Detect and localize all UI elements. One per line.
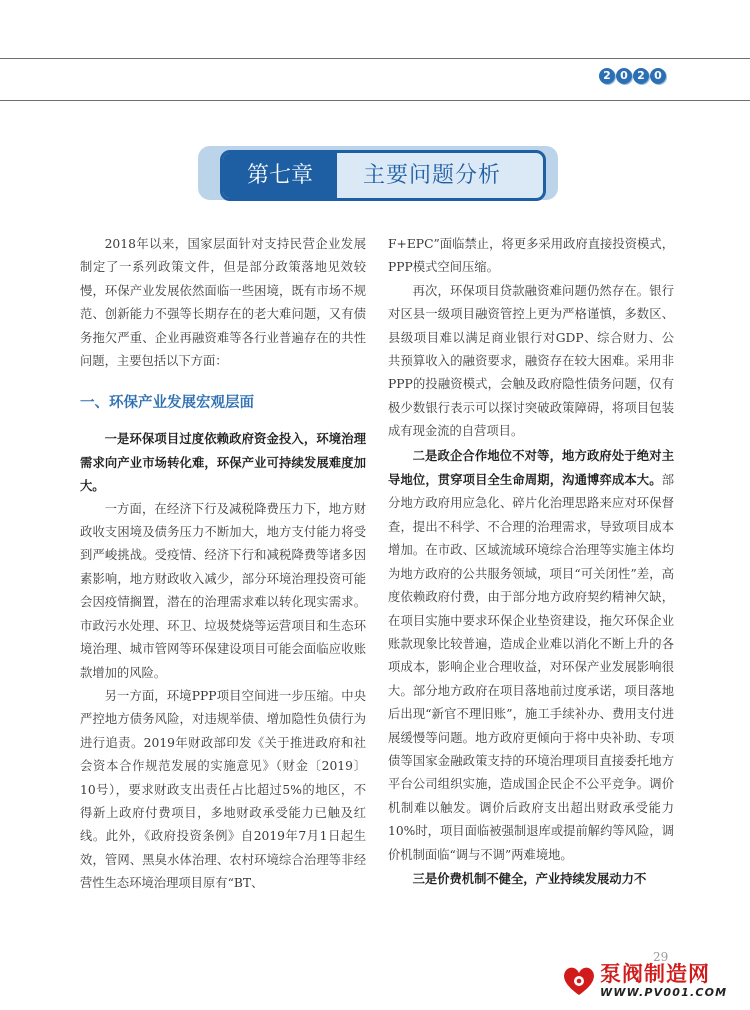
chapter-banner (220, 150, 546, 201)
heart-logo-icon (562, 966, 596, 996)
year-badge (599, 68, 666, 84)
year-digit: 0 (616, 68, 632, 84)
intro-paragraph: 2018年以来，国家层面针对支持民营企业发展制定了一系列政策文件，但是部分政策落地见效较慢，环保产业发展依然面临一些困境，既有市场不规范、创新能力不强等长期存在的老大难问题，又有债务拖欠严重、企业再融资难等各行业普遍存在的共性问题，主要包括以下方面： (80, 237, 366, 369)
point-paragraph (388, 444, 674, 867)
point-heading: 三是价费机制不健全，产业持续发展动力不 (412, 870, 647, 886)
point-body: 部分地方政府用应急化、碎片化治理思路来应对环保督查，提出不科学、不合理的治理需求，导致项目成本增加。在市政、区域流域环境综合治理等实施主体均为地方政府的公共服务领域，项目“可关闭性”差，高度依赖政府付费，由于部分地方政府契约精神欠缺，在项目实施中要求环保企业垫资建设，拖欠环保企业账款现象比较普遍，造成企业难以消化不断上升的各项成本，影响企业合理收益，对环保产业发展影响很大。部分地方政府在项目落地前过度承诺，项目落地后出现“新官不理旧账”，施工手续补办、费用支付进展缓慢等问题。地方政府更倾向于将中央补助、专项债等国家金融政策支持的环境治理项目直接委托地方平台公司组织实施，造成国企民企不公平竞争。调价机制难以触发。调价后政府支出超出财政承受能力10%时，项目面临被强制退库或提前解约等风险，调价机制面临“调与不调”两难境地。 (388, 473, 674, 862)
body-paragraph: F+EPC”面临禁止，将更多采用政府直接投资模式，PPP模式空间压缩。 (388, 237, 674, 275)
point-heading: 二是政企合作地位不对等，地方政府处于绝对主导地位，贯穿项目全生命周期，沟通博弈成本大。 (388, 447, 674, 488)
point-heading: 一是环保项目过度依赖政府资金投入，环境治理需求向产业市场转化难，环保产业可持续发展难度加大。 (80, 431, 366, 494)
watermark-url: WWW.PV001.COM (600, 986, 728, 999)
page-number: 29 (653, 950, 669, 964)
year-digit: 0 (650, 68, 666, 84)
left-column (80, 233, 366, 896)
body-paragraph: 另一方面，环境PPP项目空间进一步压缩。中央严控地方债务风险，对违规举债、增加隐性负债行为进行追责。2019年财政部印发《关于推进政府和社会资本合作规范发展的实施意见》（财金〔2019〕10号），要求财政支出责任占比超过5%的地区，不得新上政府付费项目，多地财政承受能力已触及红线。此外，《政府投资条例》自2019年7月1日起生效，管网、黑臭水体治理、农村环境综合治理等非经营性生态环境治理项目原有“BT、 (80, 688, 366, 891)
body-paragraph: 一方面，在经济下行及减税降费压力下，地方财政收支困境及债务压力不断加大，地方支付能力将受到严峻挑战。受疫情、经济下行和减税降费等诸多因素影响，地方财政收入减少，部分环境治理投资可能会因疫情搁置，潜在的治理需求难以转化现实需求。市政污水处理、环卫、垃圾焚烧等运营项目和生态环境治理、城市管网等环保建设项目可能会面临应收账款增加的风险。 (80, 501, 366, 680)
chapter-title: 主要问题分析 (363, 163, 502, 188)
watermark-brand: 泵阀制造网 (600, 962, 710, 986)
section-heading: 一、环保产业发展宏观层面 (80, 395, 254, 412)
body-paragraph: 再次，环保项目贷款融资难问题仍然存在。银行对区县一级项目融资管控上更为严格谨慎，多数区、县级项目难以满足商业银行对GDP、综合财力、公共预算收入的融资要求，融资存在较大困难。采用非PPP的投融资模式，会触及政府隐性债务问题，仅有极少数银行表示可以探讨突破政策障碍，将项目包装成有现金流的自营项目。 (388, 283, 674, 439)
header-rule-bottom (0, 100, 750, 101)
year-digit: 2 (599, 68, 615, 84)
watermark (562, 958, 742, 1004)
header-rule-top (0, 58, 750, 59)
right-column (388, 233, 674, 890)
chapter-number: 第七章 (223, 153, 337, 198)
year-digit: 2 (633, 68, 649, 84)
